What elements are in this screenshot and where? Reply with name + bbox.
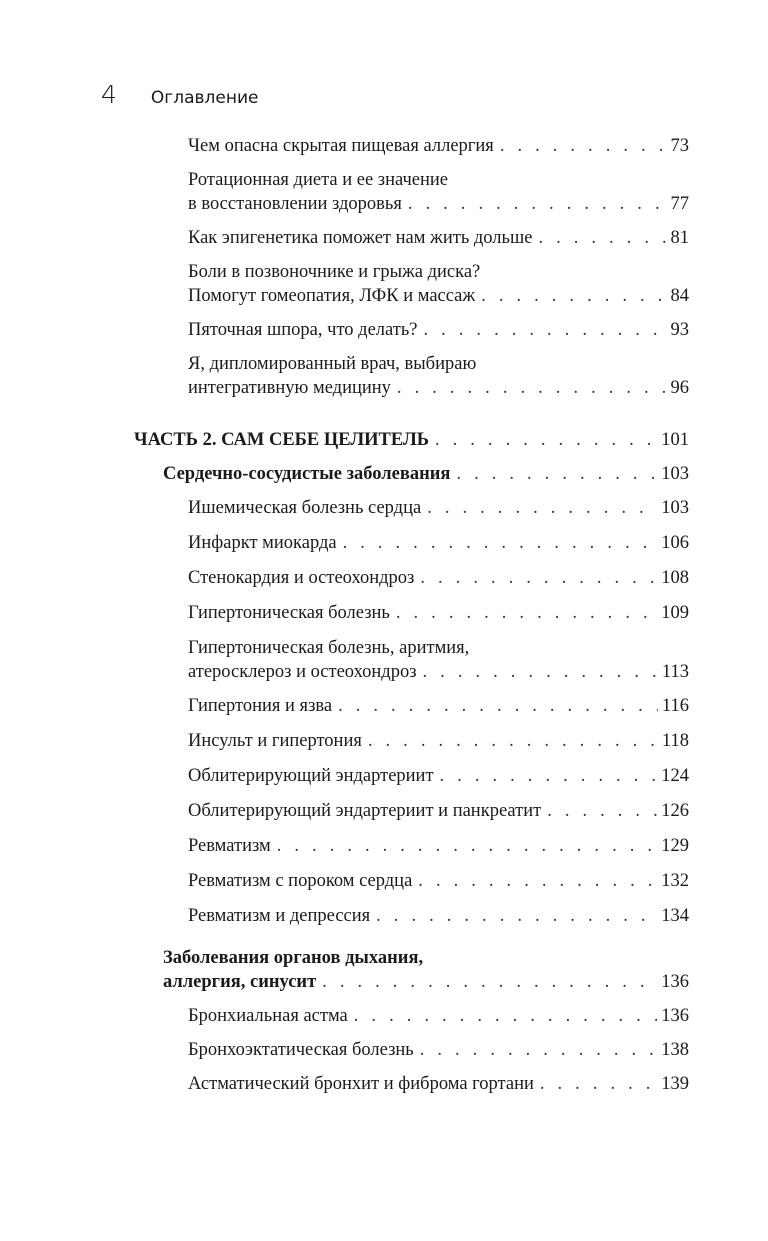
toc-page-number: 124	[661, 766, 689, 786]
dot-leader	[427, 496, 657, 520]
toc-entry[interactable]	[0, 1038, 768, 1062]
toc-page-number: 134	[661, 906, 689, 926]
toc-page-number: 77	[670, 194, 689, 214]
toc-entry[interactable]	[0, 1072, 768, 1096]
toc-entry-title: Астматический бронхит и фиброма гортани	[188, 1074, 534, 1094]
toc-entry-row	[188, 694, 689, 718]
toc-entry-title: Облитерирующий эндартериит	[188, 766, 434, 786]
toc-page-number: 101	[661, 430, 689, 450]
toc-entry[interactable]	[0, 260, 768, 308]
toc-page-number: 84	[670, 286, 689, 306]
toc-entry-title: Как эпигенетика поможет нам жить дольше	[188, 228, 533, 248]
toc-entry-title: Помогут гомеопатия, ЛФК и массаж	[188, 286, 476, 306]
toc-entry[interactable]	[0, 729, 768, 753]
toc-entry-title: Бронхоэктатическая болезнь	[188, 1040, 414, 1060]
toc-entry[interactable]	[0, 1004, 768, 1028]
toc-entry-row	[188, 1072, 689, 1096]
dot-leader	[435, 428, 657, 452]
toc-entry-title: интегративную медицину	[188, 378, 391, 398]
toc-entry-title: Бронхиальная астма	[188, 1006, 348, 1026]
dot-leader	[481, 284, 666, 308]
toc-entry-title: Ревматизм с пороком сердца	[188, 871, 413, 891]
dot-leader	[547, 799, 657, 823]
dot-leader	[368, 729, 658, 753]
dot-leader	[418, 869, 657, 893]
toc-page-number: 136	[661, 972, 689, 992]
toc-entry-title-line: Я, дипломированный врач, выбираю	[188, 354, 477, 374]
toc-entry[interactable]	[0, 134, 768, 158]
toc-page-number: 138	[661, 1040, 689, 1060]
toc-entry-row	[188, 134, 689, 158]
table-of-contents	[0, 124, 768, 1096]
toc-page-number: 129	[661, 836, 689, 856]
toc-entry-row	[188, 192, 689, 216]
toc-page-number: 96	[670, 378, 689, 398]
toc-entry-title-line: Ротационная диета и ее значение	[188, 170, 449, 190]
dot-leader	[277, 834, 658, 858]
toc-page-number: 108	[661, 568, 689, 588]
dot-leader	[376, 904, 657, 928]
toc-entry-title: аллергия, синусит	[163, 972, 317, 992]
page-number: 4	[101, 80, 117, 109]
toc-entry[interactable]	[0, 226, 768, 250]
dot-leader	[322, 970, 657, 994]
toc-entry-row	[188, 1038, 689, 1062]
toc-entry-title: ЧАСТЬ 2. САМ СЕБЕ ЦЕЛИТЕЛЬ	[134, 430, 429, 450]
toc-entry[interactable]	[0, 636, 768, 684]
toc-entry-title: Сердечно-сосудистые заболевания	[163, 464, 451, 484]
toc-entry[interactable]	[0, 834, 768, 858]
toc-entry-title: Облитерирующий эндартериит и панкреатит	[188, 801, 542, 821]
toc-entry[interactable]	[0, 904, 768, 928]
dot-leader	[538, 226, 666, 250]
toc-entry-row	[188, 284, 689, 308]
toc-entry-row	[188, 226, 689, 250]
toc-page-number: 139	[661, 1074, 689, 1094]
toc-page-number: 113	[661, 662, 689, 682]
toc-entry-title: Ревматизм и депрессия	[188, 906, 371, 926]
toc-entry[interactable]	[0, 318, 768, 342]
toc-entry-row	[134, 428, 689, 452]
toc-entry-title: Ревматизм	[188, 836, 271, 856]
toc-entry-row	[188, 318, 689, 342]
running-title: Оглавление	[150, 88, 259, 108]
toc-entry-row	[163, 970, 689, 994]
dot-leader	[423, 660, 658, 684]
toc-entry-row	[188, 660, 689, 684]
toc-entry-title: атеросклероз и остеохондроз	[188, 662, 417, 682]
page-header	[101, 80, 258, 109]
dot-leader	[423, 318, 666, 342]
toc-entry-row	[188, 376, 689, 400]
toc-entry[interactable]	[0, 352, 768, 400]
toc-entry-title: Инфаркт миокарда	[188, 533, 337, 553]
dot-leader	[540, 1072, 657, 1096]
toc-entry[interactable]	[0, 168, 768, 216]
toc-entry-row	[188, 834, 689, 858]
toc-page-number: 136	[661, 1006, 689, 1026]
dot-leader	[354, 1004, 657, 1028]
toc-entry-row	[188, 764, 689, 788]
toc-page-number: 73	[670, 136, 689, 156]
toc-entry-title-line: Боли в позвоночнике и грыжа диска?	[188, 262, 481, 282]
dot-leader	[440, 764, 658, 788]
toc-entry-title-line: Заболевания органов дыхания,	[163, 948, 424, 968]
toc-entry-title: Гипертоническая болезнь	[188, 603, 390, 623]
toc-entry-title-line: Гипертоническая болезнь, аритмия,	[188, 638, 470, 658]
dot-leader	[420, 1038, 658, 1062]
toc-section-heading[interactable]	[0, 462, 768, 486]
toc-entry-row	[188, 531, 689, 555]
toc-page-number: 116	[661, 696, 689, 716]
toc-entry[interactable]	[0, 694, 768, 718]
toc-page-number: 81	[670, 228, 689, 248]
toc-entry-title: Ишемическая болезнь сердца	[188, 498, 422, 518]
toc-entry-title: Стенокардия и остеохондроз	[188, 568, 415, 588]
toc-entry-row	[188, 904, 689, 928]
toc-entry-row	[188, 496, 689, 520]
toc-page-number: 93	[670, 320, 689, 340]
dot-leader	[343, 531, 658, 555]
toc-page-number: 103	[661, 498, 689, 518]
toc-entry[interactable]	[0, 869, 768, 893]
toc-entry-row	[188, 799, 689, 823]
toc-entry[interactable]	[0, 799, 768, 823]
toc-page-number: 109	[661, 603, 689, 623]
dot-leader	[338, 694, 658, 718]
toc-entry-row	[188, 729, 689, 753]
dot-leader	[500, 134, 667, 158]
toc-entry-title: Гипертония и язва	[188, 696, 333, 716]
toc-entry-row	[163, 462, 689, 486]
toc-entry-row	[188, 1004, 689, 1028]
toc-page-number: 103	[661, 464, 689, 484]
toc-part-heading[interactable]	[0, 428, 768, 452]
toc-entry[interactable]	[0, 531, 768, 555]
toc-page-number: 106	[661, 533, 689, 553]
dot-leader	[396, 601, 657, 625]
toc-page-number: 118	[661, 731, 689, 751]
toc-entry[interactable]	[0, 601, 768, 625]
toc-entry-row	[188, 869, 689, 893]
toc-section-heading[interactable]	[0, 946, 768, 994]
toc-page-number: 126	[661, 801, 689, 821]
dot-leader	[397, 376, 667, 400]
toc-entry-title: Инсульт и гипертония	[188, 731, 362, 751]
dot-leader	[408, 192, 667, 216]
toc-entry-row	[188, 601, 689, 625]
toc-entry[interactable]	[0, 496, 768, 520]
toc-entry-row	[188, 566, 689, 590]
toc-entry-title: Чем опасна скрытая пищевая аллергия	[188, 136, 494, 156]
toc-page-number: 132	[661, 871, 689, 891]
toc-entry-title: в восстановлении здоровья	[188, 194, 402, 214]
toc-entry-title: Пяточная шпора, что делать?	[188, 320, 418, 340]
toc-entry[interactable]	[0, 566, 768, 590]
toc-entry[interactable]	[0, 764, 768, 788]
dot-leader	[420, 566, 657, 590]
dot-leader	[456, 462, 657, 486]
